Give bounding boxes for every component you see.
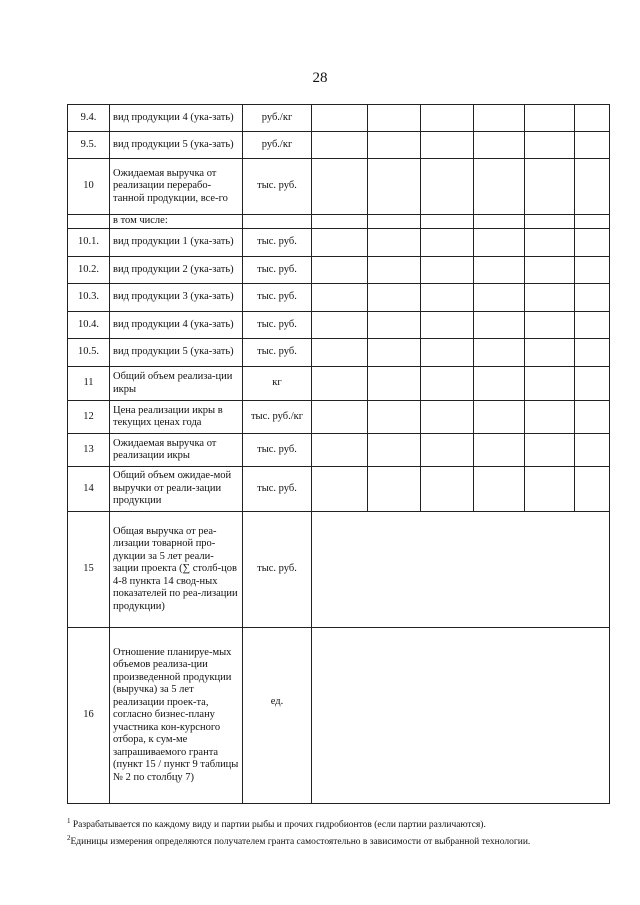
- footnote-mark: 1: [67, 817, 71, 825]
- value-cell: [368, 105, 421, 132]
- value-cell: [421, 132, 474, 159]
- row-unit: тыс. руб./кг: [243, 401, 312, 434]
- row-number: [68, 215, 110, 229]
- value-cell: [525, 159, 575, 215]
- row-number: 10.1.: [68, 229, 110, 257]
- value-cell: [368, 215, 421, 229]
- value-cell: [368, 132, 421, 159]
- row-description: вид продукции 5 (ука-зать): [110, 132, 243, 159]
- value-cell: [575, 257, 610, 284]
- row-unit: кг: [243, 367, 312, 401]
- value-cell: [474, 339, 525, 367]
- value-cell: [525, 367, 575, 401]
- row-description: Ожидаемая выручка от реализации икры: [110, 434, 243, 467]
- row-number: 9.4.: [68, 105, 110, 132]
- value-cell: [368, 284, 421, 312]
- value-cell: [421, 401, 474, 434]
- value-cell: [575, 467, 610, 512]
- value-cell: [421, 105, 474, 132]
- row-number: 11: [68, 367, 110, 401]
- value-cell: [474, 312, 525, 339]
- value-cell: [312, 159, 368, 215]
- indicators-table: [67, 104, 610, 804]
- value-cell: [368, 159, 421, 215]
- table-row: [68, 339, 610, 367]
- value-cell: [575, 367, 610, 401]
- value-cell: [525, 339, 575, 367]
- footnote: [67, 815, 627, 832]
- row-unit: ед.: [243, 628, 312, 804]
- row-number: 10.5.: [68, 339, 110, 367]
- value-cell: [312, 215, 368, 229]
- row-unit: руб./кг: [243, 132, 312, 159]
- row-unit: тыс. руб.: [243, 339, 312, 367]
- value-cell: [474, 229, 525, 257]
- table-row: [68, 367, 610, 401]
- row-unit: тыс. руб.: [243, 512, 312, 628]
- row-unit: тыс. руб.: [243, 284, 312, 312]
- value-cell: [575, 284, 610, 312]
- value-cell: [525, 312, 575, 339]
- table-row: [68, 132, 610, 159]
- value-cell: [312, 367, 368, 401]
- value-cell: [312, 339, 368, 367]
- value-cell: [421, 257, 474, 284]
- value-cell: [474, 284, 525, 312]
- value-cell: [368, 312, 421, 339]
- value-cell: [368, 434, 421, 467]
- value-cell: [312, 434, 368, 467]
- table-row: [68, 467, 610, 512]
- value-cell: [474, 434, 525, 467]
- row-number: 9.5.: [68, 132, 110, 159]
- value-cell: [575, 159, 610, 215]
- value-cell: [525, 215, 575, 229]
- row-unit: тыс. руб.: [243, 312, 312, 339]
- value-cell: [312, 467, 368, 512]
- value-cell: [368, 229, 421, 257]
- row-number: 10.4.: [68, 312, 110, 339]
- table-row: [68, 257, 610, 284]
- row-unit: тыс. руб.: [243, 159, 312, 215]
- row-number: 12: [68, 401, 110, 434]
- row-description: в том числе:: [110, 215, 243, 229]
- row-number: 10.3.: [68, 284, 110, 312]
- row-number: 10: [68, 159, 110, 215]
- value-cell: [575, 229, 610, 257]
- footnote: [67, 832, 627, 849]
- value-cell: [421, 434, 474, 467]
- page-number: 28: [312, 70, 328, 86]
- table-row: [68, 401, 610, 434]
- row-description: вид продукции 1 (ука-зать): [110, 229, 243, 257]
- value-cell: [421, 284, 474, 312]
- row-description: Общий объем реализа-ции икры: [110, 367, 243, 401]
- row-description: вид продукции 2 (ука-зать): [110, 257, 243, 284]
- value-cell: [421, 312, 474, 339]
- value-cell: [575, 215, 610, 229]
- value-cell: [474, 467, 525, 512]
- value-cell: [312, 284, 368, 312]
- value-cell: [312, 312, 368, 339]
- row-description: Общая выручка от реа-лизации товарной про-дукции за 5 лет реали-зации проекта (∑ столб-цов 4-8 пункта 14 свод-ных показателей по реа-лизации продукции): [110, 512, 243, 628]
- table-row: [68, 215, 610, 229]
- row-description: Общий объем ожидае-мой выручки от реали-зации продукции: [110, 467, 243, 512]
- value-cell: [474, 257, 525, 284]
- value-cell: [525, 401, 575, 434]
- footnote-text: Разрабатывается по каждому виду и партии рыбы и прочих гидробионтов (если партии различаются).: [72, 820, 486, 831]
- row-number: 15: [68, 512, 110, 628]
- row-number: 13: [68, 434, 110, 467]
- row-description: вид продукции 4 (ука-зать): [110, 312, 243, 339]
- value-cell: [575, 434, 610, 467]
- value-cell: [575, 132, 610, 159]
- value-cell: [421, 229, 474, 257]
- row-unit: тыс. руб.: [243, 434, 312, 467]
- table-row: [68, 434, 610, 467]
- value-cell: [312, 229, 368, 257]
- row-description: Ожидаемая выручка от реализации перерабо-танной продукции, все-го: [110, 159, 243, 215]
- row-number: 14: [68, 467, 110, 512]
- value-cell: [312, 401, 368, 434]
- table-row: [68, 512, 610, 628]
- value-cell: [312, 132, 368, 159]
- value-cell: [421, 467, 474, 512]
- value-cell: [368, 367, 421, 401]
- row-unit: тыс. руб.: [243, 257, 312, 284]
- row-number: 10.2.: [68, 257, 110, 284]
- value-cell: [474, 401, 525, 434]
- footnotes: [67, 815, 627, 849]
- value-cell: [474, 105, 525, 132]
- row-unit: тыс. руб.: [243, 229, 312, 257]
- value-cell: [312, 105, 368, 132]
- value-cell: [525, 284, 575, 312]
- row-unit: тыс. руб.: [243, 467, 312, 512]
- value-cell: [421, 367, 474, 401]
- value-cell: [575, 312, 610, 339]
- value-cell: [525, 105, 575, 132]
- row-unit: [243, 215, 312, 229]
- row-description: вид продукции 3 (ука-зать): [110, 284, 243, 312]
- footnote-text: Единицы измерения определяются получателем гранта самостоятельно в зависимости от выбранной технологии.: [70, 837, 531, 848]
- merged-value-cell: [312, 628, 610, 804]
- value-cell: [474, 132, 525, 159]
- value-cell: [474, 159, 525, 215]
- row-description: Цена реализации икры в текущих ценах года: [110, 401, 243, 434]
- value-cell: [575, 105, 610, 132]
- value-cell: [474, 215, 525, 229]
- value-cell: [575, 401, 610, 434]
- value-cell: [474, 367, 525, 401]
- row-description: вид продукции 4 (ука-зать): [110, 105, 243, 132]
- value-cell: [525, 257, 575, 284]
- table-row: [68, 628, 610, 804]
- table-row: [68, 229, 610, 257]
- row-unit: руб./кг: [243, 105, 312, 132]
- row-description: Отношение планируе-мых объемов реализа-ции произведенной продукции (выручка) за 5 лет реализации проек-та, согласно бизнес-плану участника кон-курсного отбора, к сум-ме запрашиваемого гранта (пункт 15 / пункт 9 таблицы № 2 по столбцу 7): [110, 628, 243, 804]
- value-cell: [368, 467, 421, 512]
- value-cell: [525, 467, 575, 512]
- value-cell: [421, 159, 474, 215]
- value-cell: [368, 401, 421, 434]
- value-cell: [525, 132, 575, 159]
- footnote-mark: 2: [67, 834, 71, 843]
- value-cell: [525, 229, 575, 257]
- row-description: вид продукции 5 (ука-зать): [110, 339, 243, 367]
- table-row: [68, 312, 610, 339]
- value-cell: [368, 257, 421, 284]
- value-cell: [575, 339, 610, 367]
- row-number: 16: [68, 628, 110, 804]
- merged-value-cell: [312, 512, 610, 628]
- table-row: [68, 159, 610, 215]
- value-cell: [421, 215, 474, 229]
- table-row: [68, 284, 610, 312]
- value-cell: [312, 257, 368, 284]
- value-cell: [368, 339, 421, 367]
- value-cell: [525, 434, 575, 467]
- table-row: [68, 105, 610, 132]
- value-cell: [421, 339, 474, 367]
